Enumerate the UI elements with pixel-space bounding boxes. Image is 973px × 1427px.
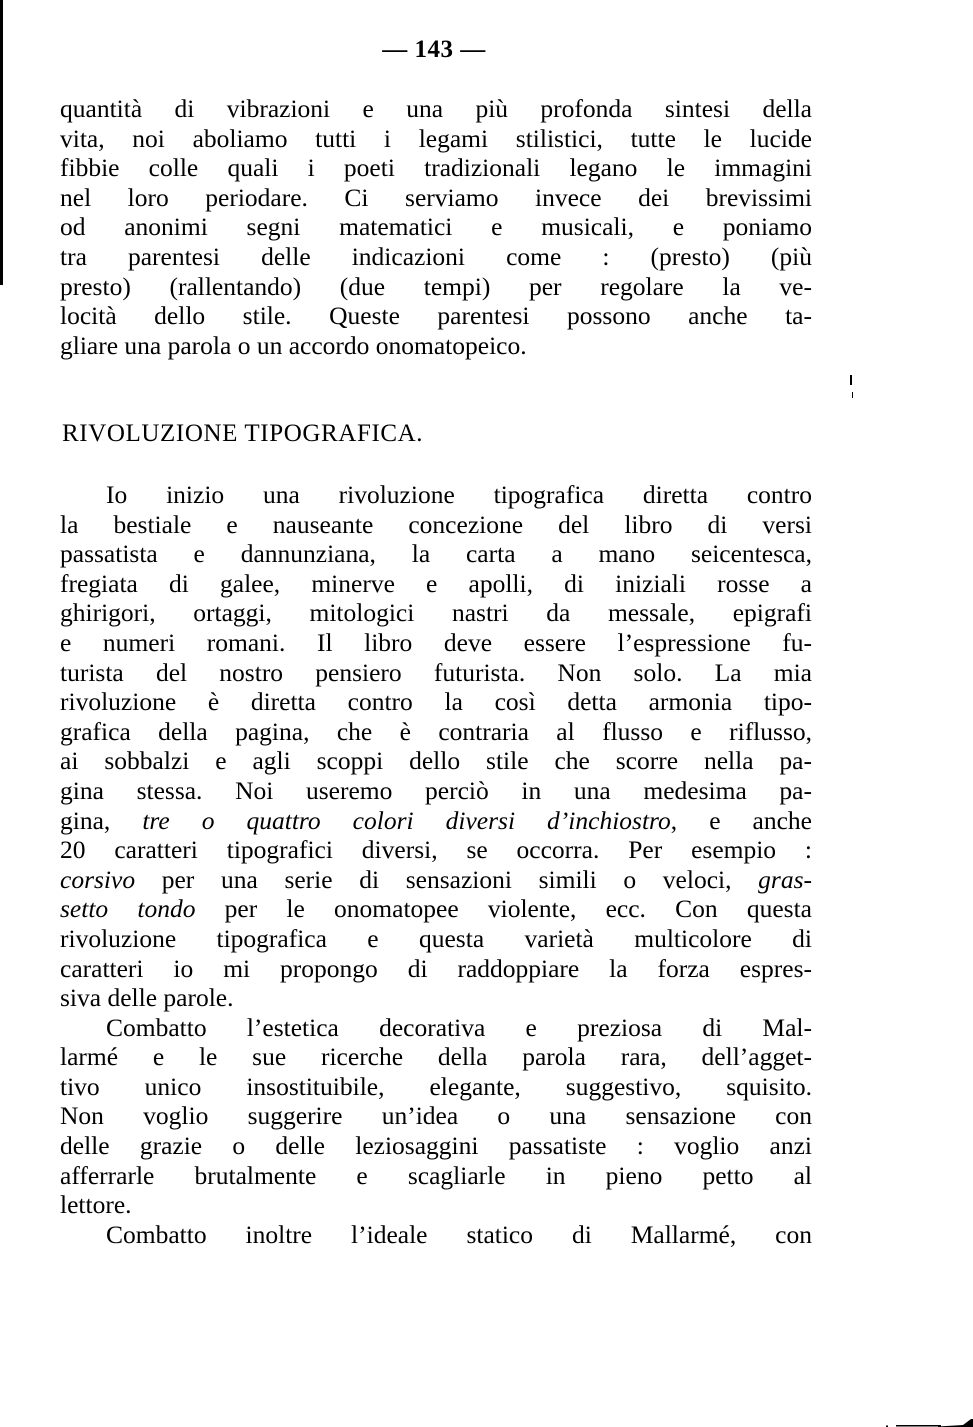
text-line: delle grazie o delle leziosaggini passatiste : voglio anzi: [60, 1131, 812, 1161]
text-run: per le onomatopee violente, ecc. Con questa: [195, 894, 812, 924]
text-run: gina,: [60, 805, 143, 835]
page-number: — 143 —: [382, 36, 486, 63]
text-line: grafica della pagina, che è contraria al flusso e riflusso,: [60, 716, 812, 746]
text-run: per una serie di sensazioni simili o veloci,: [135, 864, 759, 894]
text-line: Combatto inoltre l’ideale statico di Mallarmé, con: [106, 1219, 812, 1249]
text-line: larmé e le sue ricerche della parola rara, dell’agget-: [60, 1042, 812, 1072]
text-line: gina stessa. Noi useremo perciò in una medesima pa-: [60, 775, 812, 805]
italic-run: setto tondo: [60, 894, 196, 924]
text-line-mixed: [60, 806, 812, 836]
paragraph-2: [60, 480, 812, 1249]
text-line: lettore.: [60, 1190, 132, 1220]
scan-speck: [850, 375, 852, 385]
text-line: la bestiale e nauseante concezione del libro di versi: [60, 509, 812, 539]
text-line: e numeri romani. Il libro deve essere l’espressione fu-: [60, 627, 812, 657]
text-line: 20 caratteri tipografici diversi, se occorra. Per esempio :: [60, 835, 812, 865]
text-line: quantità di vibrazioni e una più profonda sintesi della: [60, 94, 812, 123]
text-line: ai sobbalzi e agli scoppi dello stile che scorre nella pa-: [60, 746, 812, 776]
text-line: rivoluzione tipografica e questa varietà multicolore di: [60, 923, 812, 953]
text-line: tivo unico insostituibile, elegante, suggestivo, squisito.: [60, 1071, 812, 1101]
text-line: Combatto l’estetica decorativa e preziosa di Mal-: [106, 1012, 812, 1042]
text-line: caratteri io mi propongo di raddoppiare la forza espres-: [60, 953, 812, 983]
text-line: turista del nostro pensiero futurista. Non solo. La mia: [60, 657, 812, 687]
text-line: siva delle parole.: [60, 983, 234, 1013]
scan-speck: [852, 392, 853, 398]
text-line: rivoluzione è diretta contro la così detta armonia tipo-: [60, 687, 812, 717]
italic-run: gras-: [758, 864, 812, 894]
text-line: vita, noi aboliamo tutti i legami stilistici, tutte le lucide: [60, 123, 812, 153]
text-run: , e anche: [670, 805, 812, 835]
text-line: fibbie colle quali i poeti tradizionali legano le immagini: [60, 153, 812, 183]
text-line-mixed: [60, 865, 812, 895]
text-line: afferrarle brutalmente e scagliarle in pieno petto al: [60, 1160, 812, 1190]
text-line: nel loro periodare. Ci serviamo invece dei brevissimi: [60, 182, 812, 212]
text-line: gliare una parola o un accordo onomatopeico.: [60, 330, 527, 360]
paragraph-1: [60, 94, 812, 360]
scan-left-edge-thin: [0, 130, 2, 285]
section-heading: RIVOLUZIONE TIPOGRAFICA.: [62, 420, 424, 447]
italic-run: tre o quattro colori diversi d’inchiostro: [142, 805, 671, 835]
text-line: tra parentesi delle indicazioni come : (presto) (più: [60, 241, 812, 271]
scan-corner-mark: [798, 1419, 973, 1427]
text-line: ghirigori, ortaggi, mitologici nastri da messale, epigrafi: [60, 598, 812, 628]
text-line: presto) (rallentando) (due tempi) per regolare la ve-: [60, 271, 812, 301]
text-line: Io inizio una rivoluzione tipografica diretta contro: [106, 480, 812, 509]
italic-run: corsivo: [60, 864, 136, 894]
text-line: passatista e dannunziana, la carta a mano seicentesca,: [60, 539, 812, 569]
text-line: od anonimi segni matematici e musicali, e poniamo: [60, 212, 812, 242]
text-line: fregiata di galee, minerve e apolli, di iniziali rosse a: [60, 568, 812, 598]
text-line-mixed: [60, 894, 812, 924]
text-line: Non voglio suggerire un’idea o una sensazione con: [60, 1101, 812, 1131]
text-line: locità dello stile. Queste parentesi possono anche ta-: [60, 301, 812, 331]
